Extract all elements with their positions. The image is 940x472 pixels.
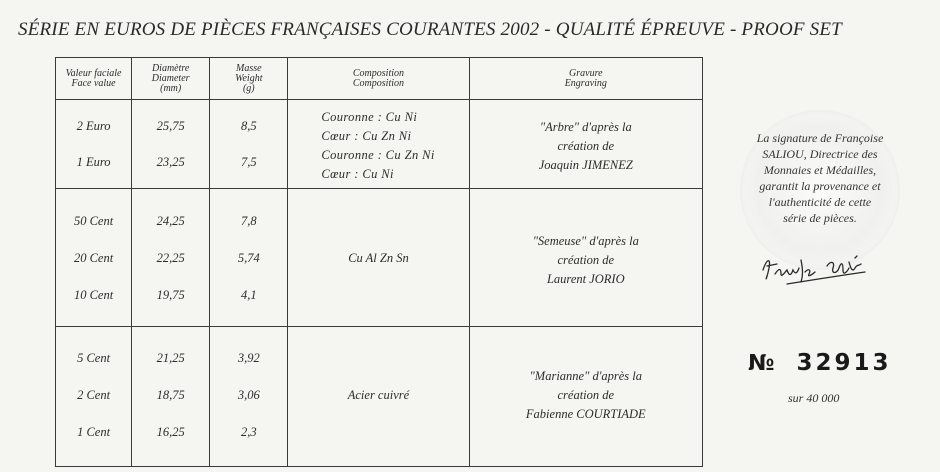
composition-line: Couronne : Cu Zn Ni [321,148,435,162]
diameter-cell [132,100,210,189]
header-diameter-en: Diameter [151,72,190,84]
face-value: 50 Cent [73,214,114,228]
diameter-value: 19,75 [156,288,185,302]
handwritten-signature [757,248,877,292]
face-value-cell [56,189,132,327]
header-diameter [132,58,210,100]
face-value: 2 Euro [76,119,111,133]
header-engraving [469,58,702,100]
header-composition-fr: Composition [352,67,405,79]
composition-line: Cœur : Cu Zn Ni [321,129,412,143]
header-engraving-fr: Gravure [569,67,603,79]
engraving-line: Joaquin JIMENEZ [538,158,633,172]
mass-value: 3,06 [237,388,260,402]
face-value: 20 Cent [73,251,114,265]
certification-text [740,130,900,226]
certification-line: Monnaies et Médailles, [763,163,877,177]
engraving-cell [469,189,702,327]
header-mass-fr: Masse [235,62,262,74]
engraving-line: création de [557,139,615,153]
certification-line: La signature de Françoise [756,131,884,145]
serial-number [748,350,892,376]
composition-cell [288,100,469,189]
composition-cell [288,189,469,327]
diameter-value: 18,75 [156,388,185,402]
header-composition [288,58,469,100]
set-title: SÉRIE EN EUROS DE PIÈCES FRANÇAISES COURANTES 2002 - QUALITÉ ÉPREUVE - PROOF SET [18,19,842,40]
mass-value: 3,92 [237,351,260,365]
diameter-value: 16,25 [156,425,185,439]
diameter-value: 25,75 [156,119,185,133]
composition-line: Cu Al Zn Sn [348,251,409,265]
engraving-line: "Marianne" d'après la [529,369,643,383]
mass-cell [210,327,288,467]
composition-line: Couronne : Cu Ni [321,110,418,124]
header-composition-en: Composition [352,77,405,89]
diameter-cell [132,189,210,327]
group-cent-gold [56,189,703,327]
face-value: 10 Cent [73,288,114,302]
header-diameter-unit: (mm) [160,82,182,94]
diameter-value: 24,25 [156,214,185,228]
mass-value: 5,74 [237,251,260,265]
numero-sign: № [748,351,775,376]
engraving-cell [469,327,702,467]
engraving-line: Fabienne COURTIADE [525,407,646,421]
group-euro [56,100,703,189]
certification-line: série de pièces. [783,211,857,225]
header-face-value-fr: Valeur faciale [65,67,122,79]
group-cent-copper [56,327,703,467]
header-row [56,58,703,100]
diameter-value: 23,25 [156,155,185,169]
engraving-cell [469,100,702,189]
mass-value: 7,8 [240,214,257,228]
face-value-cell [56,327,132,467]
composition-cell [288,327,469,467]
face-value: 1 Euro [76,155,111,169]
face-value: 1 Cent [77,425,111,439]
engraving-line: "Semeuse" d'après la [532,234,639,248]
mass-value: 7,5 [240,155,257,169]
diameter-value: 22,25 [156,251,185,265]
engraving-line: création de [557,388,615,402]
header-face-value [56,58,132,100]
mass-value: 4,1 [240,288,257,302]
composition-line: Cœur : Cu Ni [321,167,394,181]
face-value: 2 Cent [77,388,111,402]
face-value: 5 Cent [77,351,111,365]
header-face-value-en: Face value [71,77,116,89]
mass-cell [210,100,288,189]
header-diameter-fr: Diamètre [151,62,190,74]
header-mass-unit: (g) [242,82,255,94]
certification-line: l'authenticité de cette [768,195,872,209]
engraving-line: Laurent JORIO [546,272,625,286]
face-value-cell [56,100,132,189]
engraving-line: "Arbre" d'après la [539,120,632,134]
certification-line: garantit la provenance et [759,179,881,193]
coin-specs-table [55,57,703,467]
composition-line: Acier cuivré [347,388,410,402]
engraving-line: création de [557,253,615,267]
certification-line: SALIOU, Directrice des [762,147,878,161]
header-mass [210,58,288,100]
mass-value: 8,5 [240,119,257,133]
mass-value: 2,3 [240,425,257,439]
edition-size: sur 40 000 [788,391,840,405]
header-mass-en: Weight [235,72,263,84]
diameter-value: 21,25 [156,351,185,365]
header-engraving-en: Engraving [564,77,607,89]
serial-value: 32913 [796,350,892,376]
diameter-cell [132,327,210,467]
mass-cell [210,189,288,327]
